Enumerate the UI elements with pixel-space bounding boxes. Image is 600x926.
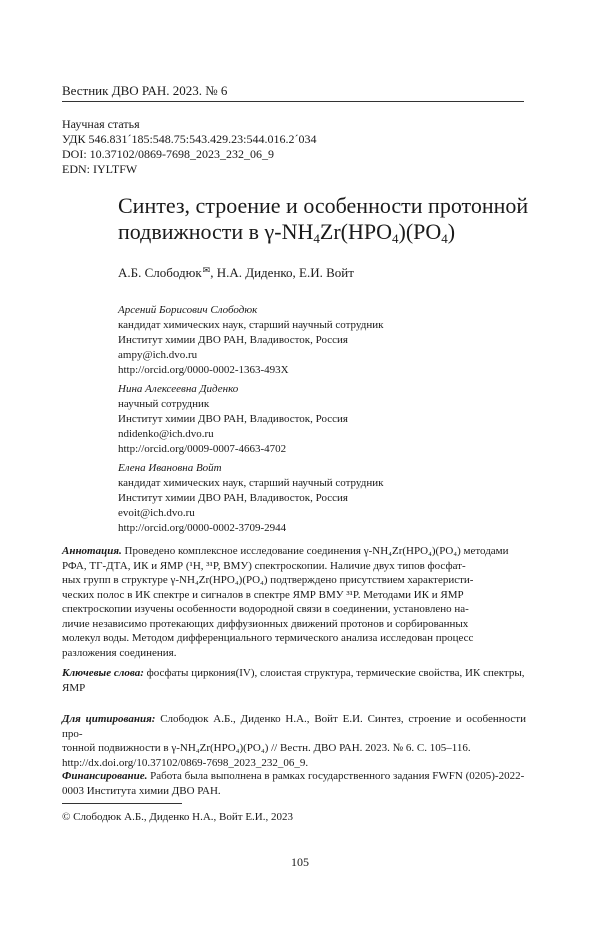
title-formula-part: ) <box>447 219 456 244</box>
keywords-label: Ключевые слова: <box>62 667 144 679</box>
keywords-text: фосфаты циркония(IV), слоистая структура, термические свойства, ИК спектры, <box>146 667 525 679</box>
title-formula-part: подвижности в γ-NH <box>118 219 314 244</box>
funding-line <box>62 769 526 784</box>
author-position: кандидат химических наук, старший научный сотрудник <box>118 319 384 331</box>
citation-label: Для цитирования: <box>62 713 156 725</box>
author-name: Нина Алексеевна Диденко <box>118 383 239 395</box>
funding-line: 0003 Института химии ДВО РАН. <box>62 784 221 797</box>
citation-doi-link[interactable]: http://dx.doi.org/10.37102/0869-7698_2023_232_06_9. <box>62 756 309 769</box>
abstract-line: личие независимо протекающих диффузионных движений протонов и сорбированных <box>62 617 469 630</box>
abstract-line: РФА, ТГ-ДТА, ИК и ЯМР (¹H, ³¹P, ВМУ) спектроскопии. Наличие двух типов фосфат- <box>62 559 466 572</box>
abstract-text: Проведено комплексное исследование соединения γ-NH₄Zr(HPO₄)(PO₄) методами <box>124 545 509 557</box>
abstract-line <box>62 544 526 559</box>
copyright: © Слободюк А.Б., Диденко Н.А., Войт Е.И., 2023 <box>62 811 294 823</box>
author-org: Институт химии ДВО РАН, Владивосток, Россия <box>118 413 348 425</box>
author-email[interactable]: evoit@ich.dvo.ru <box>118 507 195 519</box>
title-line-2 <box>118 219 538 245</box>
authors <box>118 265 354 281</box>
corresponding-author: А.Б. Слободюк <box>118 265 202 280</box>
author-name: Елена Ивановна Войт <box>118 462 222 474</box>
title-sub: 4 <box>392 231 399 246</box>
abstract-line: спектроскопии изучены особенности водородной связи в соединении, установлено на- <box>62 603 469 615</box>
author-position: кандидат химических наук, старший научный сотрудник <box>118 477 384 489</box>
header-rule <box>62 101 524 102</box>
abstract-line: разложения соединения. <box>62 646 177 659</box>
title-formula-part: )(PO <box>398 219 442 244</box>
author-orcid[interactable]: http://orcid.org/0000-0002-1363-493X <box>118 364 289 376</box>
author-email[interactable]: ampy@ich.dvo.ru <box>118 349 198 361</box>
title-line-1: Синтез, строение и особенности протонной <box>118 193 529 218</box>
citation-text: Слободюк А.Б., Диденко Н.А., Войт Е.И. Синтез, строение и особенности про- <box>62 713 526 740</box>
author-orcid[interactable]: http://orcid.org/0000-0002-3709-2944 <box>118 522 287 534</box>
author-email[interactable]: ndidenko@ich.dvo.ru <box>118 428 214 440</box>
doi: DOI: 10.37102/0869-7698_2023_232_06_9 <box>62 147 274 161</box>
abstract-line: молекул воды. Методом дифференциального термического анализа исследован процесс <box>62 632 474 644</box>
funding-text: Работа была выполнена в рамках государственного задания FWFN (0205)-2022- <box>150 770 525 782</box>
citation <box>62 712 526 770</box>
author-name: Арсений Борисович Слободюк <box>118 304 258 316</box>
edn: EDN: IYLTFW <box>62 162 138 176</box>
keywords-line <box>62 666 526 681</box>
author-org: Институт химии ДВО РАН, Владивосток, Россия <box>118 334 348 346</box>
citation-line <box>62 712 526 741</box>
title-formula-part: Zr(HPO <box>319 219 392 244</box>
article-meta <box>62 117 316 177</box>
funding <box>62 769 526 798</box>
other-authors: , Н.А. Диденко, Е.И. Войт <box>210 265 354 280</box>
author-position: научный сотрудник <box>118 398 210 410</box>
envelope-icon: ✉ <box>202 265 211 275</box>
keywords-line: ЯМР <box>62 681 86 694</box>
funding-label: Финансирование. <box>62 770 148 782</box>
abstract-line: ческих полос в ИК спектре и сигналов в спектре ЯМР ВМУ ³¹P. Методами ИК и ЯМР <box>62 588 464 601</box>
keywords <box>62 666 526 695</box>
journal-header: Вестник ДВО РАН. 2023. № 6 <box>62 83 228 98</box>
citation-line: тонной подвижности в γ-NH₄Zr(HPO₄)(PO₄) // Вестн. ДВО РАН. 2023. № 6. С. 105–116. <box>62 742 471 754</box>
page-number: 105 <box>291 855 309 869</box>
abstract <box>62 544 526 660</box>
author-org: Институт химии ДВО РАН, Владивосток, Россия <box>118 492 348 504</box>
title-sub: 4 <box>313 231 320 246</box>
author-orcid[interactable]: http://orcid.org/0009-0007-4663-4702 <box>118 443 287 455</box>
affiliation-block <box>118 303 383 378</box>
article-type: Научная статья <box>62 117 140 131</box>
affiliation-block <box>118 461 383 536</box>
footnote-rule <box>62 803 182 804</box>
title-sub: 4 <box>441 231 448 246</box>
udc: УДК 546.831´185:548.75:543.429.23:544.016.2´034 <box>62 132 317 146</box>
article-title <box>118 193 538 245</box>
affiliation-block <box>118 382 348 457</box>
abstract-line: ных групп в структуре γ-NH₄Zr(HPO₄)(PO₄) подтверждено присутствием характеристи- <box>62 574 474 586</box>
abstract-label: Аннотация. <box>62 545 122 557</box>
